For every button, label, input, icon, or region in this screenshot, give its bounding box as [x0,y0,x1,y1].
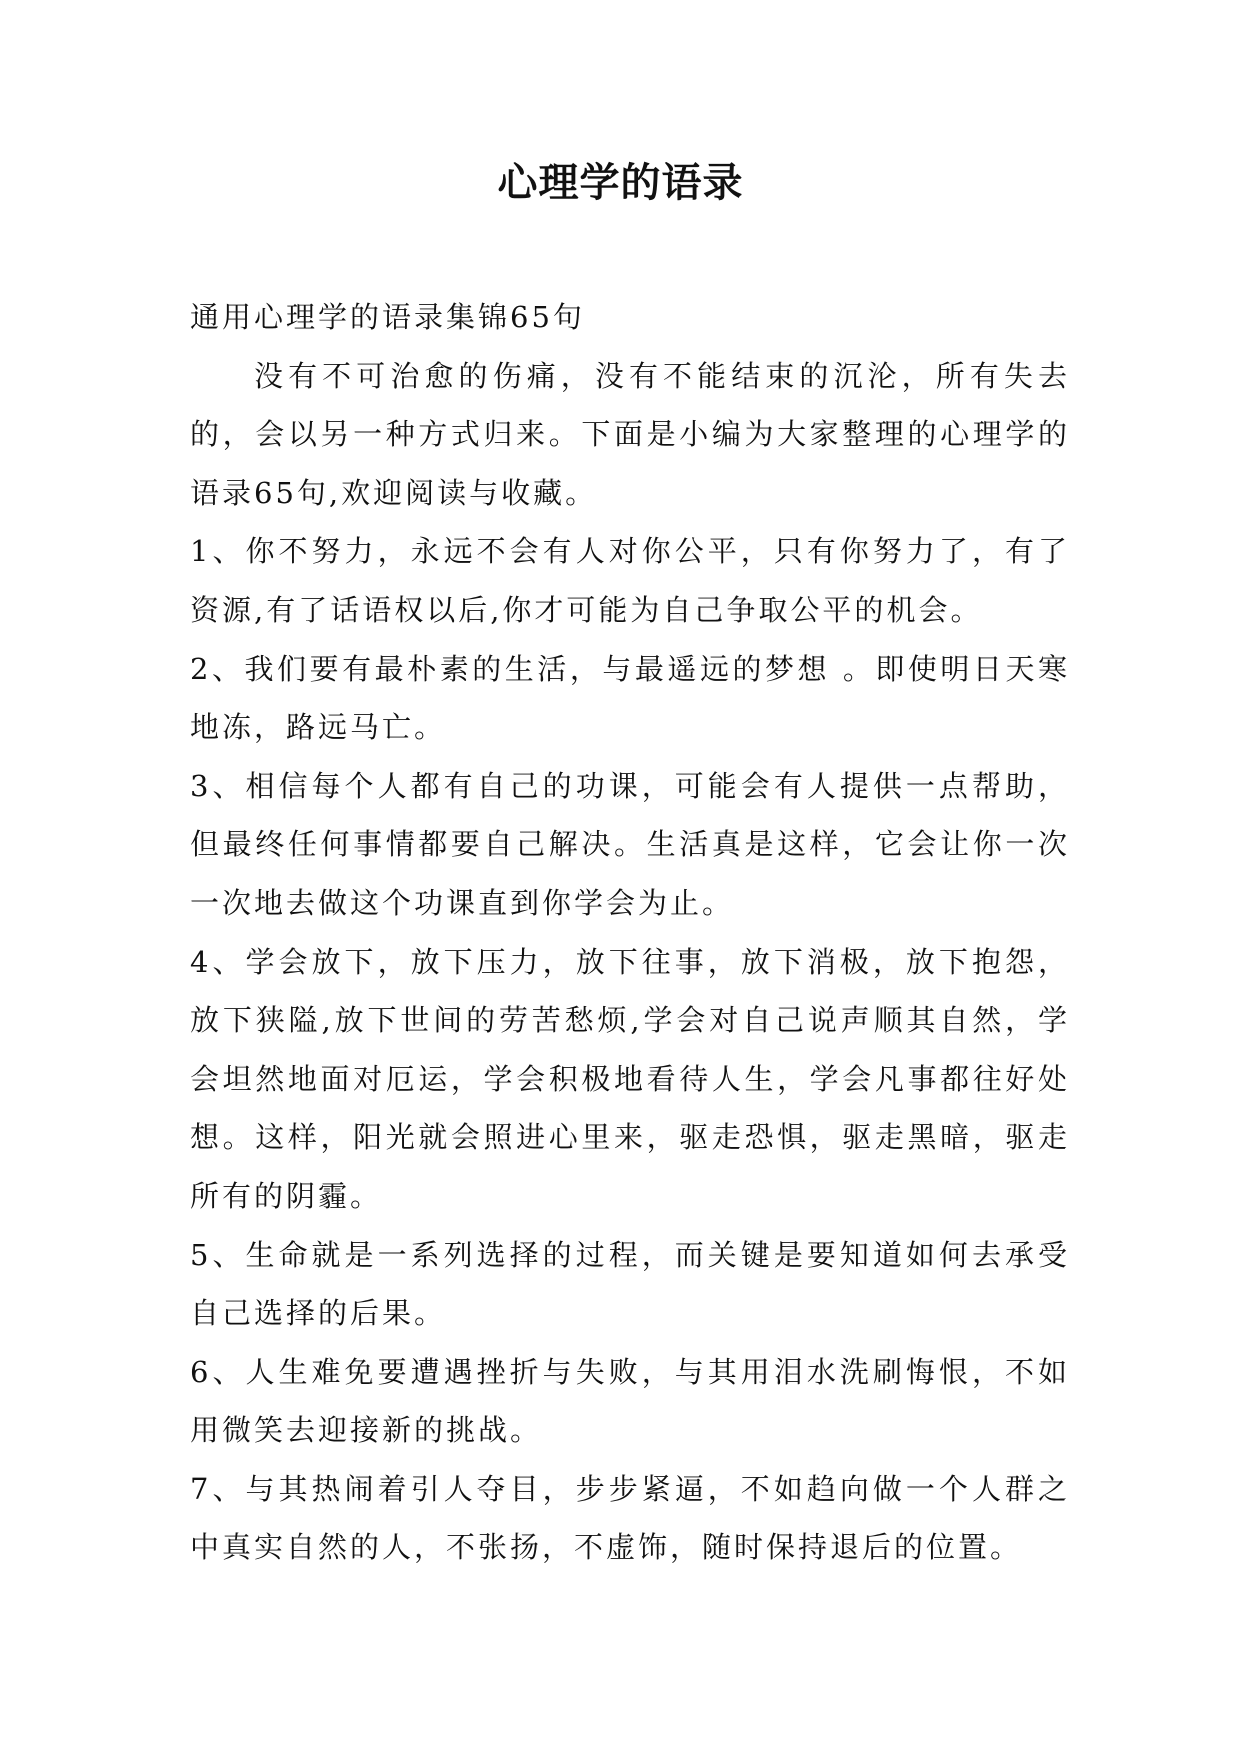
document-title: 心理学的语录 [497,160,744,206]
quote-item-1: 1、你不努力，永远不会有人对你公平，只有你努力了，有了资源,有了话语权以后,你才可能为自己争取公平的机会。 [190,534,1070,627]
quote-item-5: 5、生命就是一系列选择的过程，而关键是要知道如何去承受自己选择的后果。 [190,1237,1070,1331]
quote-item-4: 4、学会放下，放下压力，放下往事，放下消极，放下抱怨，放下狭隘,放下世间的劳苦愁烦,学会对自己说声顺其自然，学会坦然地面对厄运，学会积极地看待人生，学会凡事都往好处想。这样，阳光就会照进心里来，驱走恐惧，驱走黑暗，驱走所有的阴霾。 [190,944,1070,1213]
document-subtitle: 通用心理学的语录集锦65句 [190,300,585,334]
quote-item-7: 7、与其热闹着引人夺目，步步紧逼，不如趋向做一个人群之中真实自然的人，不张扬，不虚饰，随时保持退后的位置。 [190,1471,1070,1565]
quote-item-3: 3、相信每个人都有自己的功课，可能会有人提供一点帮助，但最终任何事情都要自己解决。生活真是这样，它会让你一次一次地去做这个功课直到你学会为止。 [190,768,1070,920]
quote-item-2: 2、我们要有最朴素的生活，与最遥远的梦想 。即使明日天寒地冻，路远马亡。 [190,651,1070,745]
intro-paragraph: 没有不可治愈的伤痛，没有不能结束的沉沦，所有失去的，会以另一种方式归来。下面是小编为大家整理的心理学的语录65句,欢迎阅读与收藏。 [190,358,1070,510]
quote-item-6: 6、人生难免要遭遇挫折与失败，与其用泪水洗刷悔恨，不如用微笑去迎接新的挑战。 [190,1354,1070,1448]
document-body [190,288,1070,1577]
